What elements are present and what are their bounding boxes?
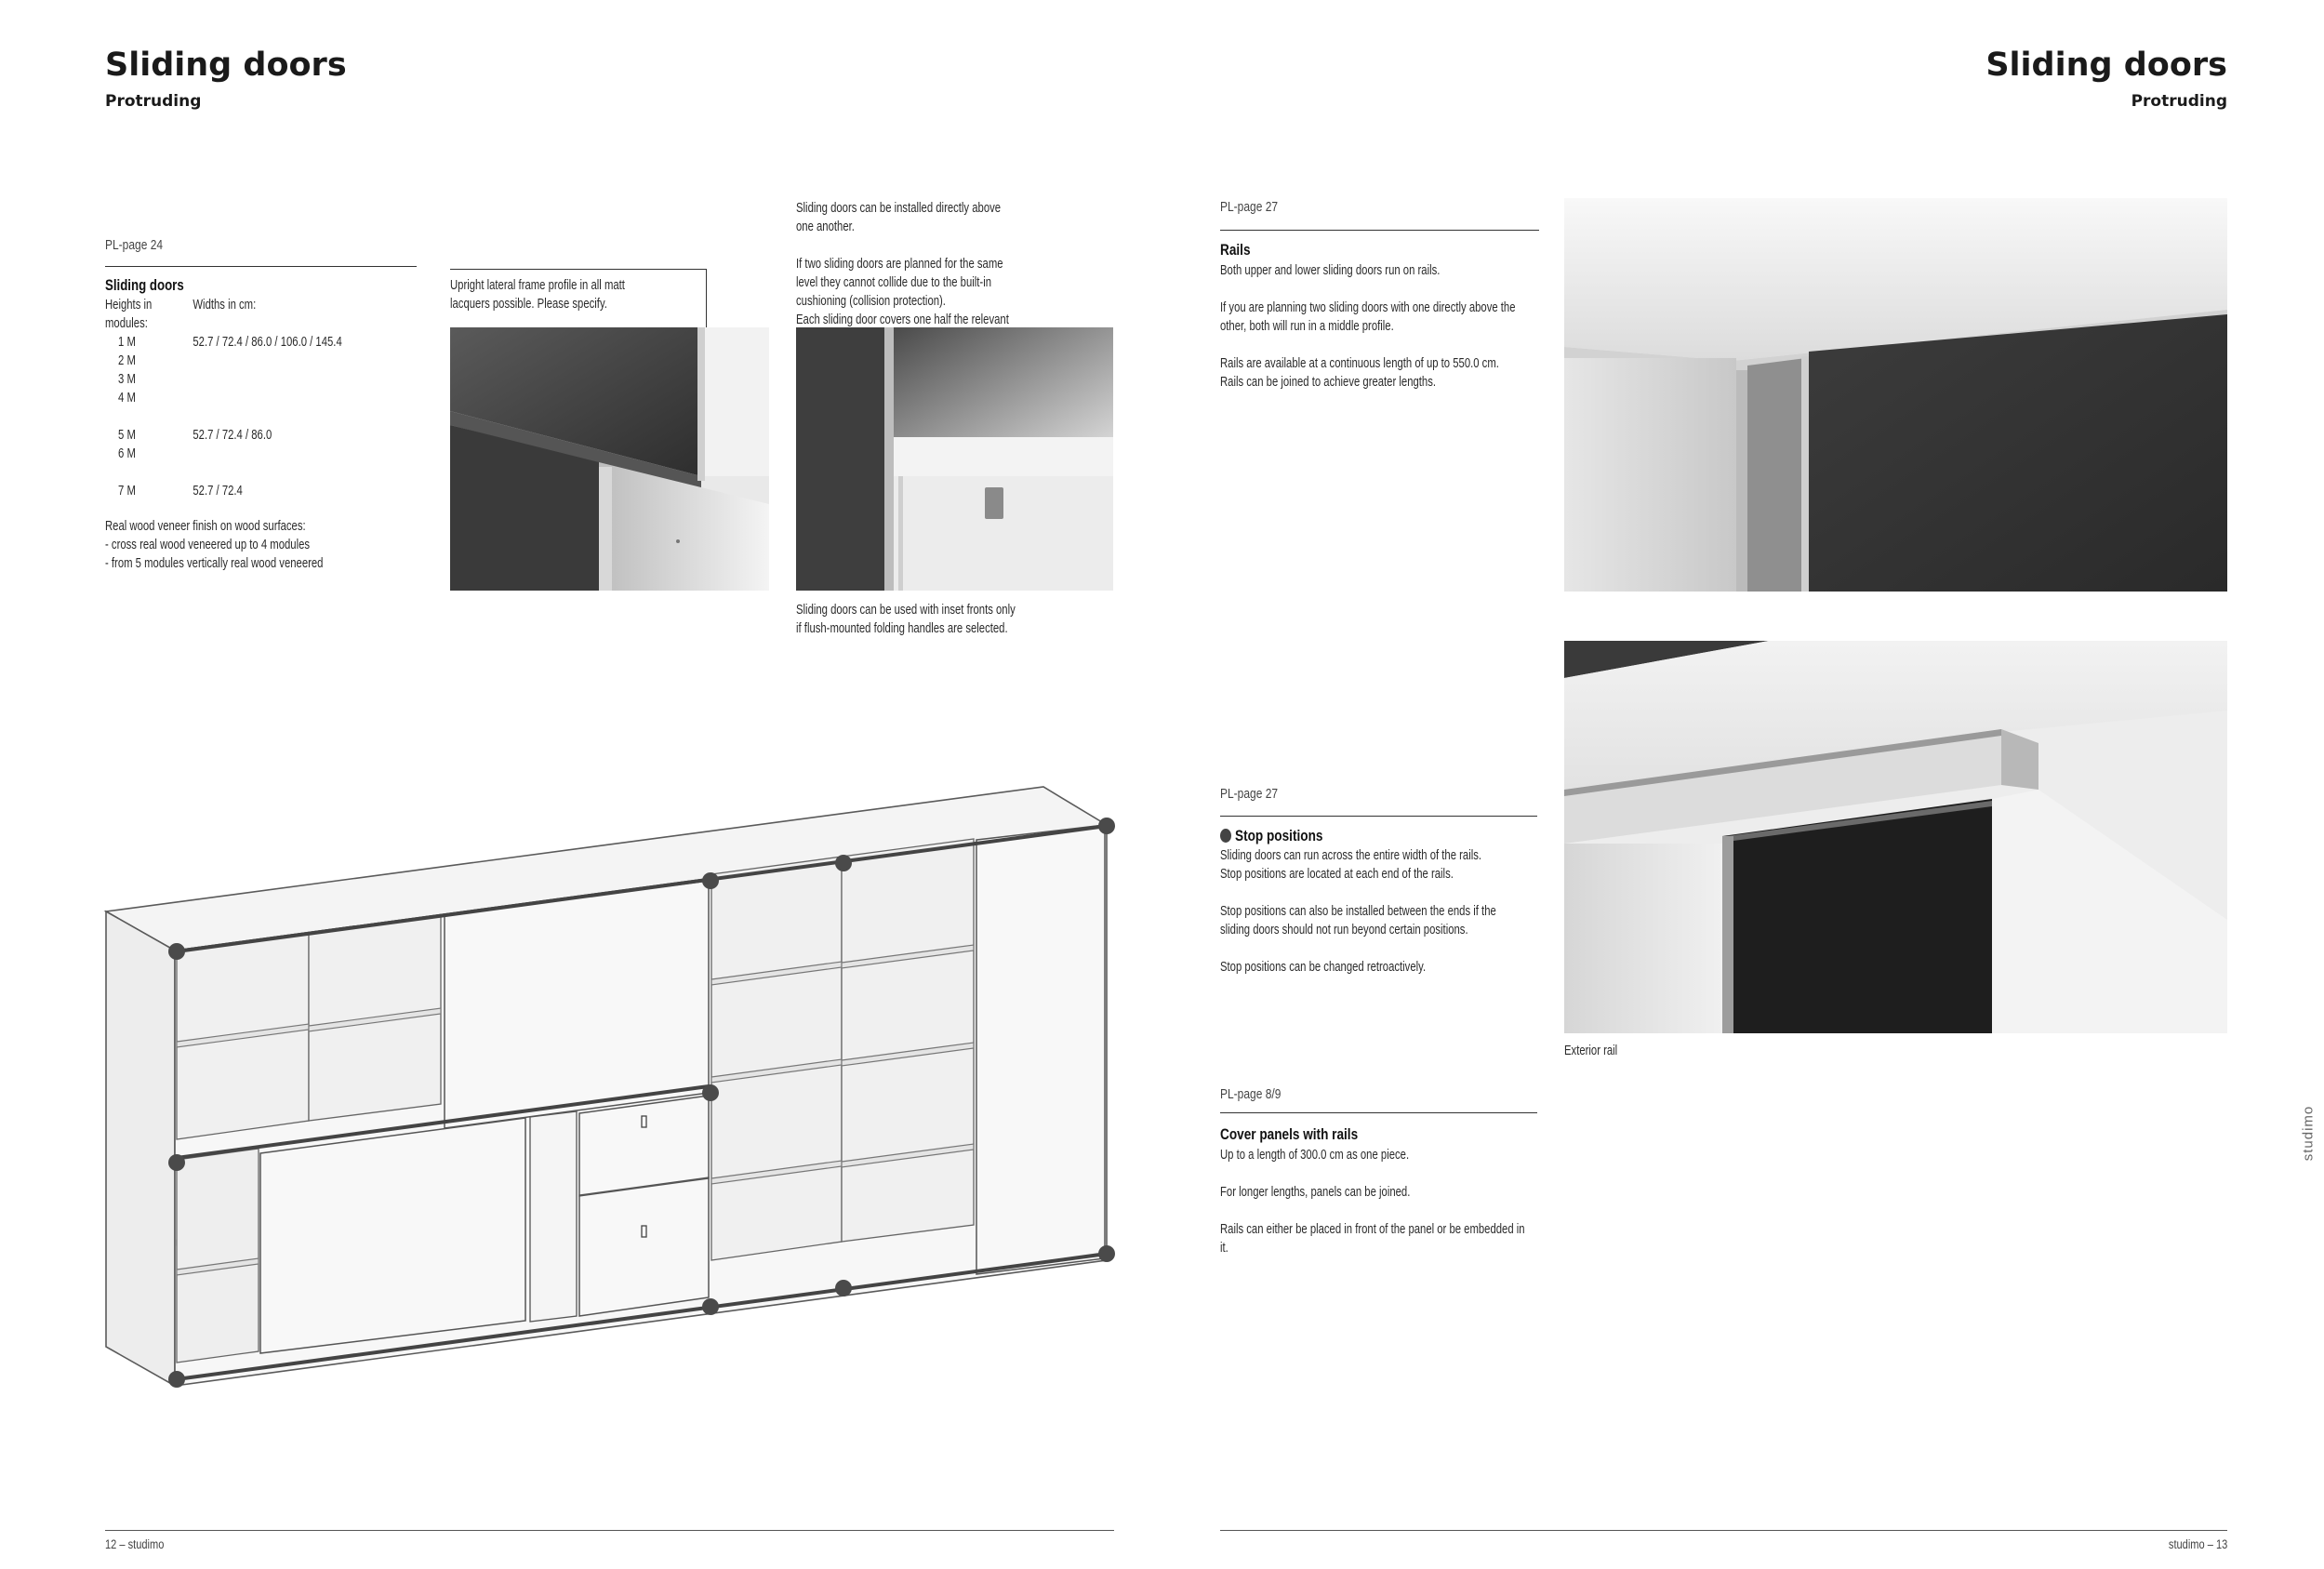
module-widths (189, 445, 342, 463)
col-header-widths: Widths in cm: (193, 298, 257, 312)
left-page-subtitle: Protruding (105, 92, 202, 111)
exterior-rail-photo-svg (1564, 641, 2227, 1033)
module-height: 4 M (118, 391, 136, 406)
right-page-title: Sliding doors (1985, 47, 2227, 84)
sizes-row (105, 426, 342, 445)
cabinet-drawing (102, 777, 1121, 1390)
sizes-table (105, 296, 342, 500)
upright-note: Upright lateral frame profile in all matt lacquers possible. Please specify. (450, 278, 625, 312)
cover-panels-pl-ref: PL-page 8/9 (1220, 1086, 1282, 1102)
exterior-rail-photo (1564, 641, 2227, 1033)
module-widths (189, 370, 342, 389)
sizes-row (105, 333, 342, 352)
sizes-heading: Sliding doors (105, 276, 184, 294)
module-widths: 52.7 / 72.4 (193, 484, 243, 499)
rails-photo-svg (1564, 198, 2227, 592)
cover-panels-text: Up to a length of 300.0 cm as one piece. For longer lengths, panels can be joined. Rails can either be placed in front of the panel or be embedded in it. (1220, 1148, 1525, 1256)
installation-note: Sliding doors can be installed directly above one another. If two sliding doors are planned for the same level they cannot collide due to the built-in cushioning (collision protection). Each sliding door covers one half the relevant (796, 201, 1009, 327)
rails-photo (1564, 198, 2227, 592)
module-height: 2 M (118, 353, 136, 368)
module-height: 7 M (118, 484, 136, 499)
inset-front-photo-svg (796, 327, 1113, 591)
pl-page-ref: PL-page 24 (105, 237, 164, 253)
left-page-title: Sliding doors (105, 47, 347, 84)
module-widths (189, 389, 342, 407)
sizes-row (105, 389, 342, 407)
stop-position-dot-icon (1220, 829, 1231, 843)
side-brand-label: studimo (2300, 1105, 2317, 1162)
sizes-row (105, 352, 342, 370)
module-height (105, 463, 189, 482)
rails-heading: Rails (1220, 241, 1251, 259)
module-widths (189, 352, 342, 370)
sizes-row (105, 482, 342, 500)
module-widths: 52.7 / 72.4 / 86.0 / 106.0 / 145.4 (193, 335, 342, 350)
section-rule (105, 266, 417, 267)
veneer-note: Real wood veneer finish on wood surfaces: - cross real wood veneered up to 4 modules - from 5 modules vertically real wood veneered (105, 519, 324, 571)
module-height: 6 M (118, 446, 136, 461)
cover-panels-rule (1220, 1112, 1537, 1113)
sizes-row (105, 463, 342, 482)
cabinet-drawing-svg (102, 777, 1121, 1390)
sizes-row (105, 445, 342, 463)
module-widths: 52.7 / 72.4 / 86.0 (193, 428, 272, 443)
upright-profile-photo (450, 327, 769, 591)
sizes-row (105, 370, 342, 389)
cover-panels-heading: Cover panels with rails (1220, 1125, 1359, 1143)
inset-note: Sliding doors can be used with inset fronts only if flush-mounted folding handles are selected. (796, 603, 1016, 636)
module-widths (189, 407, 342, 426)
stop-positions-text: Sliding doors can run across the entire width of the rails. Stop positions are located at each end of the rails. Stop positions can also be installed between the ends if the sliding doors should not run beyond certain positions. Stop positions can be changed retroactively. (1220, 848, 1496, 975)
right-footer-rule (1220, 1530, 2227, 1531)
left-footer: 12 – studimo (105, 1537, 165, 1551)
sizes-header-row (105, 296, 342, 333)
stop-positions-heading: Stop positions (1235, 827, 1323, 844)
stop-positions-heading-row (1220, 827, 1322, 845)
rails-pl-ref: PL-page 27 (1220, 199, 1279, 215)
right-footer: studimo – 13 (2168, 1537, 2227, 1551)
right-page-subtitle: Protruding (2131, 92, 2227, 111)
stop-positions-rule (1220, 816, 1537, 817)
col-header-heights: Heights in modules: (105, 298, 153, 331)
module-height: 5 M (118, 428, 136, 443)
upright-profile-photo-svg (450, 327, 769, 591)
left-footer-rule (105, 1530, 1114, 1531)
module-height: 1 M (118, 335, 136, 350)
module-widths (189, 463, 342, 482)
upright-note-rule (450, 269, 706, 270)
rails-rule (1220, 230, 1539, 231)
inset-front-photo (796, 327, 1113, 591)
stop-positions-pl-ref: PL-page 27 (1220, 786, 1279, 802)
module-height (105, 407, 189, 426)
module-height: 3 M (118, 372, 136, 387)
rails-text: Both upper and lower sliding doors run on rails. If you are planning two sliding doors with one directly above the other, both will run in a middle profile. Rails are available at a continuous length of up to 550.0 cm. Rails can be joined to achieve greater lengths. (1220, 263, 1516, 390)
exterior-rail-caption: Exterior rail (1564, 1044, 1618, 1058)
sizes-row (105, 407, 342, 426)
sizes-block (105, 275, 410, 573)
